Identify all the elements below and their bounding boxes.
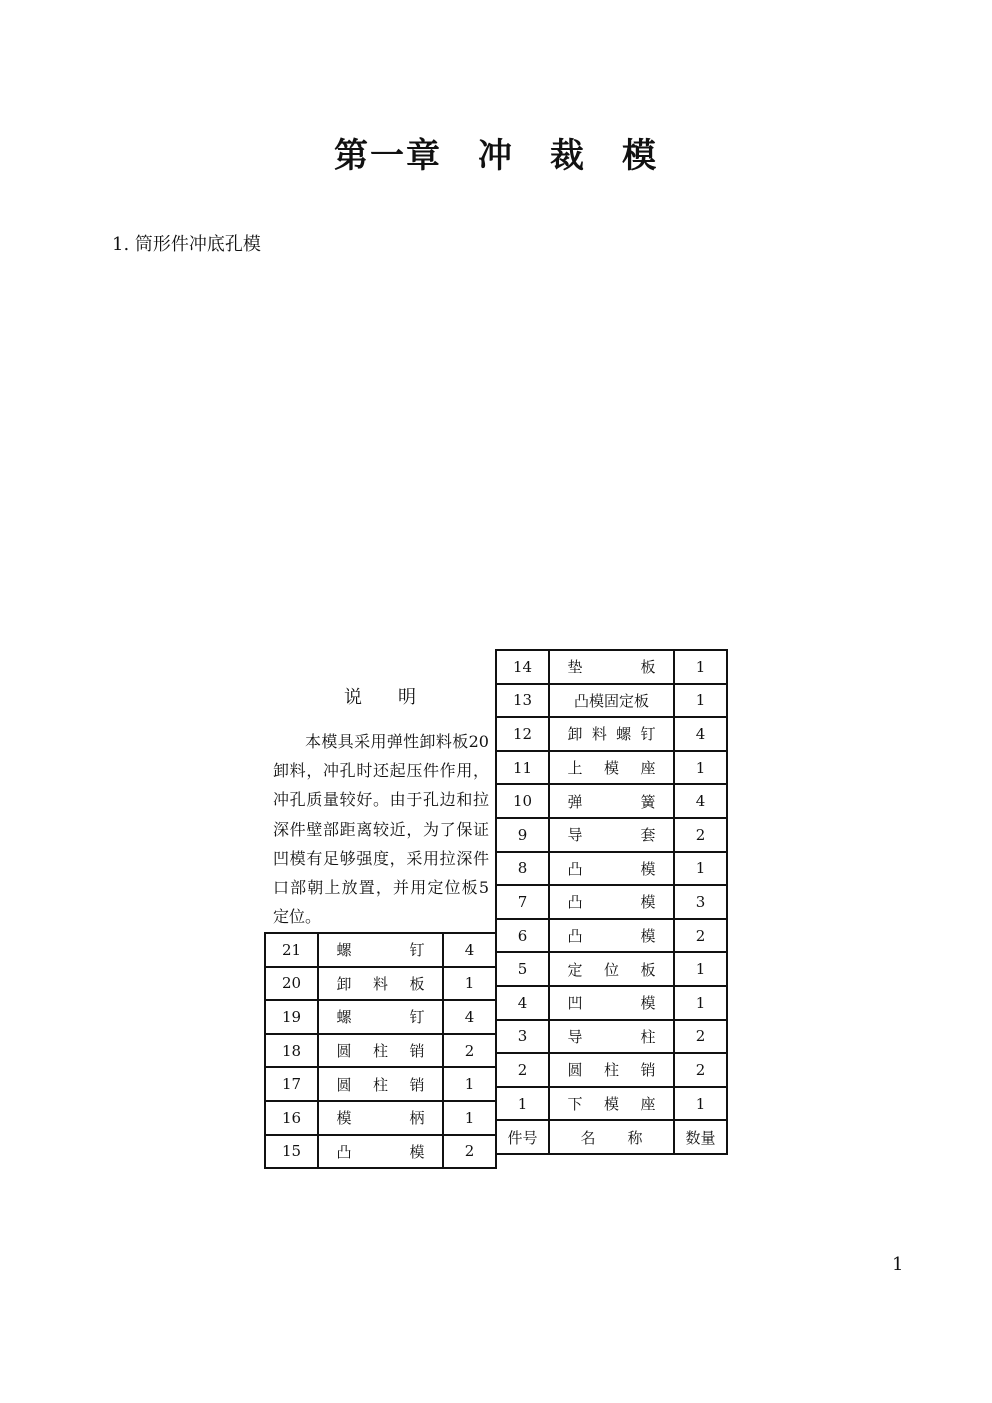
part-quantity: 4	[443, 1000, 496, 1034]
part-number: 11	[496, 751, 549, 785]
part-name-char: 圆	[336, 1075, 352, 1094]
part-name-char: 导	[567, 826, 583, 845]
part-name	[318, 933, 443, 967]
table-row	[496, 885, 727, 919]
part-name-char: 销	[640, 1061, 656, 1080]
part-name-text	[568, 891, 656, 912]
part-name-char: 套	[640, 826, 656, 845]
description-heading: 说 明	[344, 687, 416, 708]
part-quantity: 2	[674, 1020, 727, 1054]
table-row	[265, 1101, 496, 1135]
part-number: 10	[496, 784, 549, 818]
part-name-char: 模	[603, 1095, 619, 1114]
part-name	[318, 1067, 443, 1101]
table-row	[496, 1087, 727, 1121]
part-number: 16	[265, 1101, 318, 1135]
table-row	[265, 1000, 496, 1034]
part-name-char: 销	[409, 1075, 425, 1094]
description-body: 本模具采用弹性卸料板20卸料，冲孔时还起压件作用，冲孔质量较好。由于孔边和拉深件壁部距离较近，为了保证凹模有足够强度，采用拉深件口部朝上放置，并用定位板5定位。	[273, 732, 489, 927]
part-name-char: 板	[640, 960, 656, 979]
part-name	[549, 919, 674, 953]
part-name	[549, 952, 674, 986]
part-number: 4	[496, 986, 549, 1020]
part-name-text	[568, 1093, 656, 1114]
part-name-char: 模	[640, 859, 656, 878]
header-part-no: 件号	[496, 1120, 549, 1154]
part-name-text	[568, 1059, 656, 1080]
part-name-char: 钉	[640, 725, 656, 744]
part-name	[549, 852, 674, 886]
table-row	[496, 684, 727, 718]
part-quantity: 2	[674, 1053, 727, 1087]
header-quantity: 数量	[674, 1120, 727, 1154]
part-quantity: 4	[443, 933, 496, 967]
part-name-char: 定	[567, 960, 583, 979]
part-name-text: 凸模固定板	[573, 691, 649, 710]
page-number: 1	[892, 1254, 904, 1275]
header-part-name	[549, 1120, 674, 1154]
part-name	[318, 1000, 443, 1034]
part-name-text	[337, 939, 425, 960]
table-row	[265, 1067, 496, 1101]
part-name	[549, 684, 674, 718]
part-name	[549, 885, 674, 919]
part-name-char: 模	[409, 1142, 425, 1161]
chapter-title: 第一章 冲 裁 模	[334, 136, 658, 176]
part-quantity: 1	[674, 684, 727, 718]
part-name-char: 钉	[409, 941, 425, 960]
part-name-text	[568, 959, 656, 980]
table-row	[496, 919, 727, 953]
section-title: 1. 筒形件冲底孔模	[112, 234, 261, 255]
part-name-text	[568, 1026, 656, 1047]
part-name-char: 圆	[567, 1061, 583, 1080]
part-quantity: 1	[674, 852, 727, 886]
table-row	[496, 717, 727, 751]
part-name-char: 螺	[336, 941, 352, 960]
part-name-text	[568, 992, 656, 1013]
part-name-char: 模	[336, 1109, 352, 1128]
table-row	[496, 818, 727, 852]
part-number: 17	[265, 1067, 318, 1101]
part-name	[318, 1135, 443, 1169]
part-name	[549, 986, 674, 1020]
part-quantity: 2	[674, 818, 727, 852]
table-row	[496, 852, 727, 886]
part-name-text	[568, 925, 656, 946]
part-number: 15	[265, 1135, 318, 1169]
part-name-char: 柱	[640, 1027, 656, 1046]
part-name	[318, 1034, 443, 1068]
table-row	[496, 952, 727, 986]
table-row	[496, 784, 727, 818]
table-row	[496, 1020, 727, 1054]
part-name	[549, 717, 674, 751]
part-name-text	[337, 1006, 425, 1027]
part-name	[318, 1101, 443, 1135]
part-name-text	[568, 824, 656, 845]
part-name-char: 模	[640, 893, 656, 912]
part-quantity: 2	[443, 1135, 496, 1169]
part-name-char: 凸	[567, 859, 583, 878]
part-name-char: 簧	[640, 792, 656, 811]
part-quantity: 1	[443, 967, 496, 1001]
part-name-char: 下	[567, 1095, 583, 1114]
part-number: 8	[496, 852, 549, 886]
part-number: 12	[496, 717, 549, 751]
part-name-char: 螺	[336, 1008, 352, 1027]
part-name-char: 柱	[603, 1061, 619, 1080]
table-row	[496, 650, 727, 684]
part-quantity: 1	[674, 952, 727, 986]
part-number: 5	[496, 952, 549, 986]
part-name-text	[568, 791, 656, 812]
part-number: 7	[496, 885, 549, 919]
part-name-text	[337, 1141, 425, 1162]
part-number: 14	[496, 650, 549, 684]
part-name	[549, 1020, 674, 1054]
part-name-char: 凸	[567, 893, 583, 912]
part-name-char: 柄	[409, 1109, 425, 1128]
parts-list-right	[495, 649, 728, 1155]
part-name-char: 螺	[616, 725, 632, 744]
part-name-char: 卸	[336, 974, 352, 993]
part-name-char: 料	[591, 725, 607, 744]
part-name-text	[581, 1127, 643, 1148]
part-name-char: 弹	[567, 792, 583, 811]
part-name-char: 凸	[567, 927, 583, 946]
part-number: 2	[496, 1053, 549, 1087]
part-quantity: 1	[674, 1087, 727, 1121]
part-name-char: 钉	[409, 1008, 425, 1027]
part-name-char: 模	[640, 927, 656, 946]
part-number: 6	[496, 919, 549, 953]
table-row	[265, 1034, 496, 1068]
part-name	[318, 967, 443, 1001]
part-name-char: 凸	[336, 1142, 352, 1161]
part-quantity: 1	[674, 751, 727, 785]
parts-list-left	[264, 932, 497, 1169]
part-number: 21	[265, 933, 318, 967]
part-name-char: 凹	[567, 994, 583, 1013]
part-name-char: 称	[627, 1128, 643, 1147]
part-name-text	[337, 1040, 425, 1061]
part-name-char: 座	[640, 759, 656, 778]
table-row	[265, 1135, 496, 1169]
part-name-char: 座	[640, 1095, 656, 1114]
part-number: 19	[265, 1000, 318, 1034]
part-name-char: 位	[603, 960, 619, 979]
part-number: 20	[265, 967, 318, 1001]
part-name-char: 模	[603, 759, 619, 778]
part-name-text	[568, 757, 656, 778]
table-header-row	[496, 1120, 727, 1154]
part-name	[549, 751, 674, 785]
part-name-char: 板	[409, 974, 425, 993]
part-name-char: 上	[567, 759, 583, 778]
part-name-char: 销	[409, 1042, 425, 1061]
table-row	[496, 986, 727, 1020]
part-name-char: 卸	[567, 725, 583, 744]
part-name	[549, 818, 674, 852]
table-row	[496, 751, 727, 785]
part-name-text	[568, 723, 656, 744]
part-number: 13	[496, 684, 549, 718]
part-quantity: 1	[443, 1067, 496, 1101]
part-quantity: 1	[443, 1101, 496, 1135]
part-number: 1	[496, 1087, 549, 1121]
part-quantity: 1	[674, 650, 727, 684]
part-quantity: 1	[674, 986, 727, 1020]
part-quantity: 4	[674, 784, 727, 818]
part-name-char: 柱	[372, 1042, 388, 1061]
part-name	[549, 1087, 674, 1121]
part-name-char: 导	[567, 1027, 583, 1046]
part-name-text	[337, 1074, 425, 1095]
part-name-char: 料	[372, 974, 388, 993]
part-quantity: 4	[674, 717, 727, 751]
part-name-char: 圆	[336, 1042, 352, 1061]
part-number: 9	[496, 818, 549, 852]
part-name	[549, 1053, 674, 1087]
part-name	[549, 650, 674, 684]
part-number: 3	[496, 1020, 549, 1054]
table-row	[496, 1053, 727, 1087]
part-name	[549, 784, 674, 818]
part-name-char: 模	[640, 994, 656, 1013]
part-name-text	[568, 858, 656, 879]
table-row	[265, 967, 496, 1001]
part-quantity: 2	[443, 1034, 496, 1068]
part-name-text	[568, 656, 656, 677]
part-name-char: 柱	[372, 1075, 388, 1094]
part-name-text	[337, 973, 425, 994]
table-row	[265, 933, 496, 967]
part-name-text	[337, 1107, 425, 1128]
part-name-char: 垫	[567, 658, 583, 677]
part-name-char: 名	[580, 1128, 596, 1147]
part-quantity: 2	[674, 919, 727, 953]
part-quantity: 3	[674, 885, 727, 919]
part-number: 18	[265, 1034, 318, 1068]
part-name-char: 板	[640, 658, 656, 677]
